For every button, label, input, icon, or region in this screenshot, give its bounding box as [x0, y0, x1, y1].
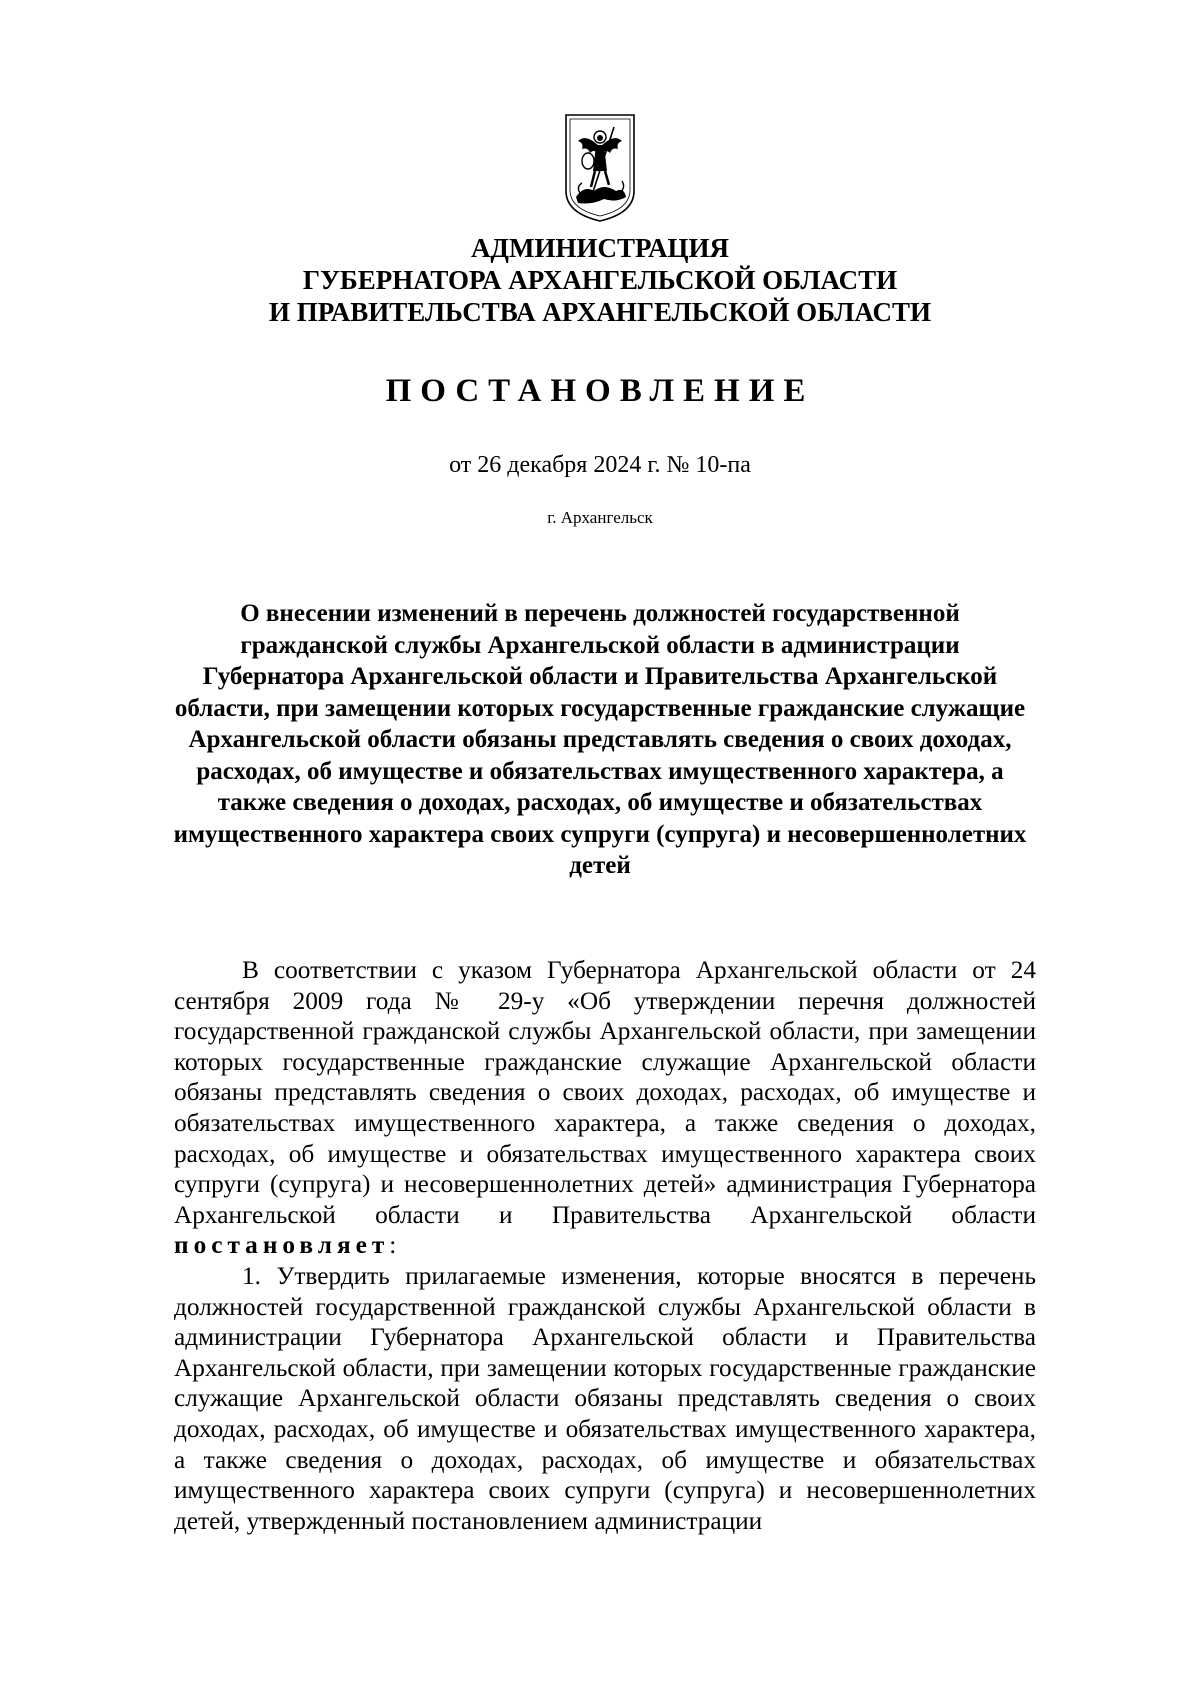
document-type: ПОСТАНОВЛЕНИЕ	[385, 373, 815, 409]
paragraph-1-text: В соответствии с указом Губернатора Архангельской области от 24 сентября 2009 года № 29-у «Об утверждении перечня должностей государственной гражданской службы Архангельской области, при замещении которых государственные гражданские служащие Архангельской области обязаны представлять сведения о своих доходах, расходах, об имуществе и обязательствах имущественного характера, а также сведения о доходах, расходах, об имуществе и обязательствах имущественного характера своих супруги (супруга) и несовершеннолетних детей» администрация Губернатора Архангельской области и Правительства Архангельской области	[174, 956, 1036, 1229]
authority-line-2: ГУБЕРНАТОРА АРХАНГЕЛЬСКОЙ ОБЛАСТИ	[302, 265, 898, 295]
body-paragraph-1	[174, 955, 1036, 1261]
arkhangelsk-coat-of-arms-icon	[564, 113, 636, 223]
authority-line-1: АДМИНИСТРАЦИЯ	[470, 233, 730, 263]
decree-word: постановляет	[174, 1231, 390, 1260]
document-date-number: от 26 декабря 2024 г. № 10-па	[449, 452, 751, 478]
issuing-authority	[0, 232, 1200, 328]
document-city: г. Архангельск	[547, 508, 653, 527]
document-title: О внесении изменений в перечень должностей государственной гражданской службы Архангельской области в администрации Губернатора Архангельской области и Правительства Архангельской области, при замещении которых государственные гражданские служащие Архангельской области обязаны представлять сведения о своих доходах, расходах, об имуществе и обязательствах имущественного характера, а также сведения о доходах, расходах, об имуществе и обязательствах имущественного характера своих супруги (супруга) и несовершеннолетних детей	[173, 600, 1027, 879]
decree-colon: :	[389, 1231, 397, 1260]
body-paragraph-2: 1. Утвердить прилагаемые изменения, которые вносятся в перечень должностей государственной гражданской службы Архангельской области в администрации Губернатора Архангельской области и Правительства Архангельской области, при замещении которых государственные гражданские служащие Архангельской области обязаны представлять сведения о своих доходах, расходах, об имуществе и обязательствах имущественного характера, а также сведения о доходах, расходах, об имуществе и обязательствах имущественного характера своих супруги (супруга) и несовершеннолетних детей, утвержденный постановлением администрации	[174, 1261, 1036, 1535]
authority-line-3: И ПРАВИТЕЛЬСТВА АРХАНГЕЛЬСКОЙ ОБЛАСТИ	[268, 297, 932, 327]
document-body	[174, 955, 1036, 1536]
